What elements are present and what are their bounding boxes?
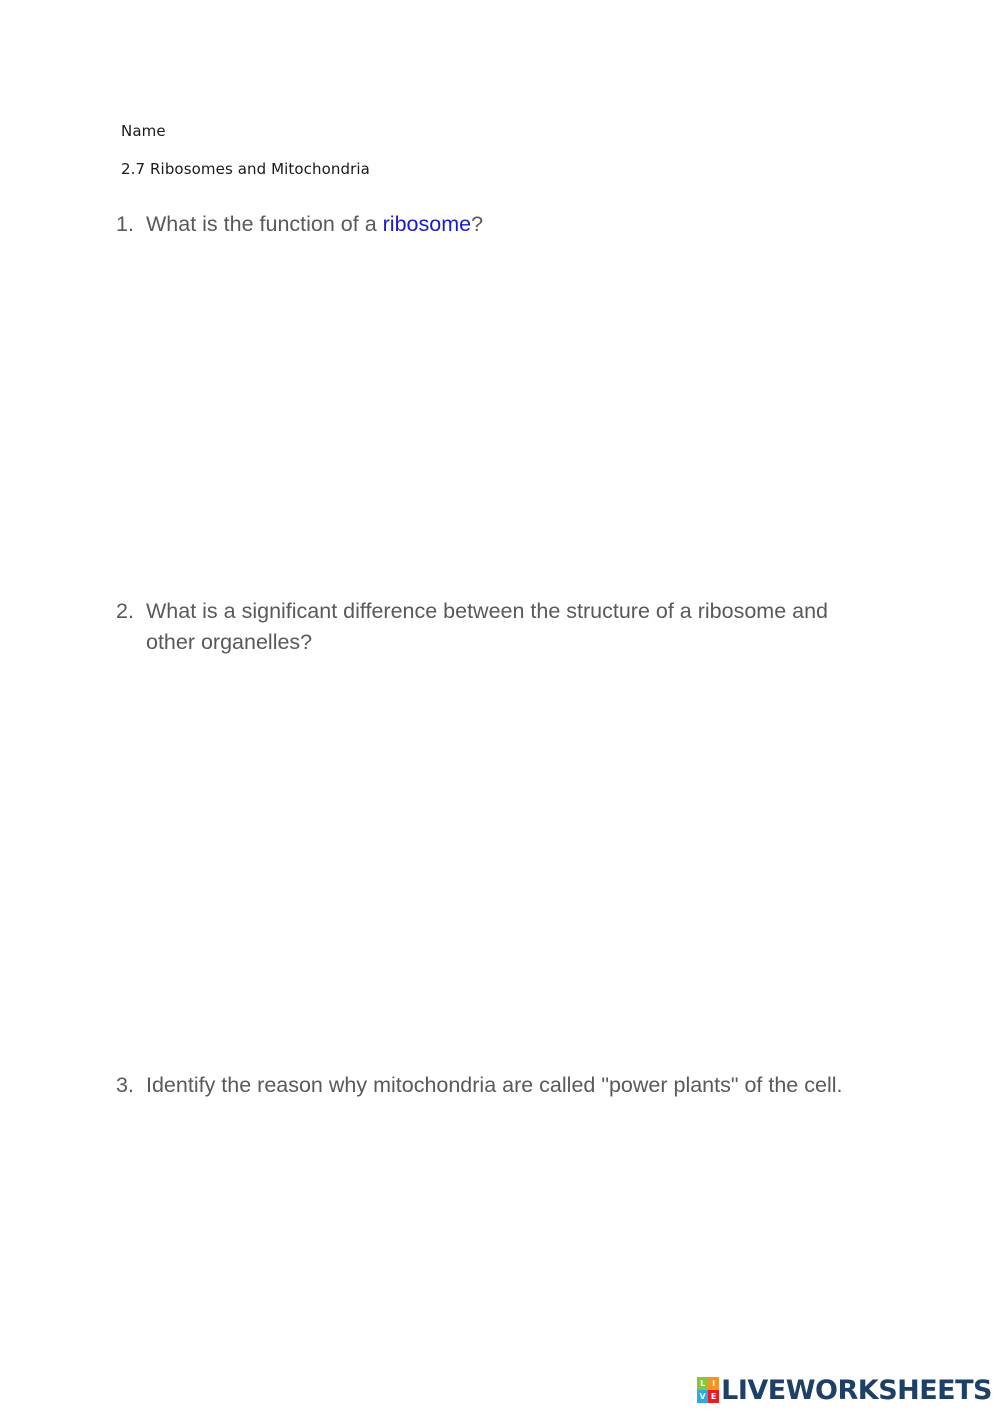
logo-tile-i: I (708, 1377, 719, 1390)
question-text-after: ? (471, 212, 484, 236)
logo-tile-l: L (697, 1377, 708, 1390)
question-2 (116, 596, 876, 658)
page-title: 2.7 Ribosomes and Mitochondria (121, 160, 370, 178)
question-text: What is a significant difference between the structure of a ribosome and other organelles? (146, 599, 829, 654)
question-1 (116, 209, 876, 240)
question-number: 2. (116, 599, 134, 623)
question-text: Identify the reason why mitochondria are called "power plants" of the cell. (146, 1073, 843, 1097)
logo-tile-e: E (708, 1390, 719, 1403)
question-number: 3. (116, 1073, 134, 1097)
question-text-before: What is the function of a (146, 212, 383, 236)
name-label: Name (121, 122, 166, 140)
logo-tile-v: V (697, 1390, 708, 1403)
question-text (146, 209, 876, 240)
question-3 (116, 1070, 876, 1101)
ribosome-link[interactable]: ribosome (382, 212, 472, 236)
liveworksheets-logo (697, 1375, 992, 1405)
liveworksheets-logo-icon (697, 1377, 719, 1403)
question-number: 1. (116, 212, 134, 236)
logo-text: LIVEWORKSHEETS (721, 1374, 992, 1406)
